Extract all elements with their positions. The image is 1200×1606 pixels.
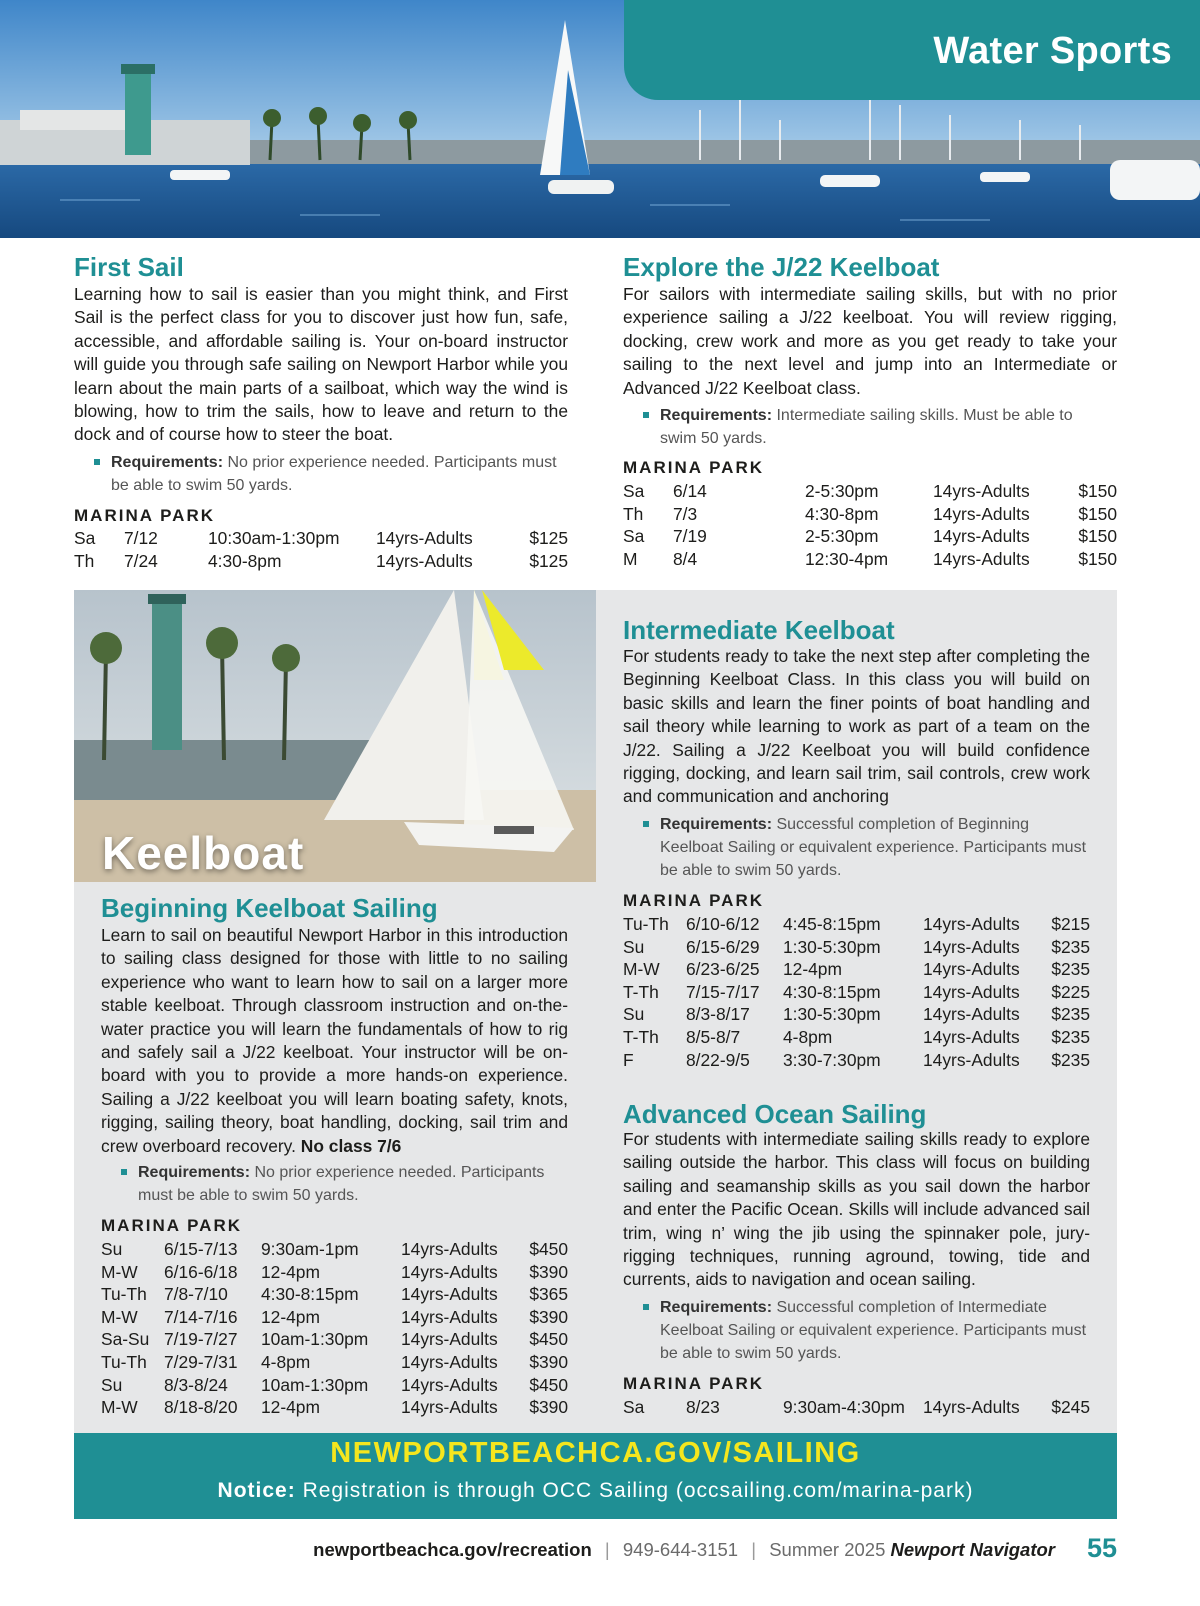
schedule-date: 8/3-8/17 [686,1004,750,1025]
schedule-price: $150 [1078,503,1117,524]
bullet-icon [643,821,649,827]
schedule-day: M-W [101,1306,138,1327]
schedule-time: 4-8pm [261,1351,311,1372]
schedule-age: 14yrs-Adults [401,1239,498,1259]
schedule-price: $150 [1078,526,1117,547]
schedule-age: 14yrs-Adults [923,1004,1020,1025]
schedule-row [101,1238,568,1261]
schedule-age: 14yrs-Adults [401,1397,498,1418]
schedule-day: Su [623,936,645,957]
schedule-price: $215 [1051,914,1090,934]
schedule-day: Sa [623,481,645,501]
requirements-label: Requirements: [660,816,773,833]
requirements-label: Requirements: [660,407,773,424]
schedule-day: M-W [623,959,660,980]
bullet-icon [643,1304,649,1310]
first-sail-title: First Sail [74,252,184,282]
schedule-date: 7/8-7/10 [164,1284,228,1305]
schedule-row [101,1283,568,1306]
schedule-date: 8/4 [673,548,698,569]
requirements-label: Requirements: [138,1164,251,1181]
schedule-day: Su [101,1374,123,1395]
schedule-price: $235 [1051,1049,1090,1070]
schedule-day: F [623,1049,634,1070]
schedule-date: 6/10-6/12 [686,914,760,934]
schedule-price: $365 [529,1284,568,1305]
footer-phone: 949-644-3151 [622,1539,739,1560]
schedule-day: M-W [101,1261,138,1282]
schedule-day: Th [74,550,95,571]
beginning-description-text: Learn to sail on beautiful Newport Harbor in this introduction to sailing class designed for those with little to no sailing experience who want to learn how to sail on a larger more stable keelboat. Through classroom instruction and on-the-water practice you will learn the fundamentals of how to rig and safely sail a J/22 keelboat. Your instructor will be on-board with you to provide a more hands-on experience. Sailing a J/22 keelboat you will learn boating safety, knots, rigging, sailing theory, boat handling, docking, sail trim and crew overboard recovery. [101,925,568,1156]
schedule-date: 6/16-6/18 [164,1261,238,1282]
schedule-day: Sa [623,1397,645,1417]
schedule-time: 12-4pm [261,1397,320,1418]
schedule-price: $235 [1051,936,1090,957]
schedule-age: 14yrs-Adults [923,1026,1020,1047]
intermediate-schedule [623,913,1090,1071]
beginning-description [101,924,568,1158]
no-class-note: No class 7/6 [300,1135,402,1156]
schedule-time: 9:30am-1pm [261,1239,359,1259]
notice-label: Notice: [217,1479,296,1502]
schedule-price: $225 [1051,981,1090,1002]
schedule-age: 14yrs-Adults [923,981,1020,1002]
schedule-row [623,1049,1090,1072]
beginning-title: Beginning Keelboat Sailing [101,893,438,923]
schedule-time: 4:30-8:15pm [783,981,881,1002]
schedule-date: 7/19-7/27 [164,1329,238,1350]
schedule-row [623,525,1117,548]
schedule-price: $235 [1051,1004,1090,1025]
schedule-date: 7/19 [673,526,707,547]
schedule-row [74,550,568,573]
intermediate-requirements [660,813,1090,882]
schedule-row [623,1396,1090,1419]
schedule-price: $390 [529,1306,568,1327]
schedule-row [623,981,1090,1004]
schedule-age: 14yrs-Adults [933,526,1030,547]
schedule-time: 4:45-8:15pm [783,914,881,934]
schedule-time: 10am-1:30pm [261,1329,369,1350]
schedule-day: Sa-Su [101,1329,150,1350]
schedule-row [623,1026,1090,1049]
j22-schedule [623,480,1117,570]
schedule-time: 10:30am-1:30pm [208,528,340,548]
schedule-price: $125 [529,550,568,571]
schedule-date: 7/29-7/31 [164,1351,238,1372]
schedule-time: 12:30-4pm [805,548,889,569]
schedule-time: 4:30-8:15pm [261,1284,359,1305]
schedule-time: 4-8pm [783,1026,833,1047]
schedule-day: Sa [623,526,645,547]
schedule-day: Tu-Th [101,1351,147,1372]
j22-requirements [660,404,1110,450]
schedule-date: 7/3 [673,503,698,524]
advanced-requirements [660,1296,1090,1365]
schedule-date: 6/23-6/25 [686,959,760,980]
schedule-date: 8/18-8/20 [164,1397,238,1418]
intermediate-title: Intermediate Keelboat [623,615,895,645]
notice-text: Registration is through OCC Sailing (occsailing.com/marina-park) [302,1479,974,1502]
schedule-age: 14yrs-Adults [401,1306,498,1327]
schedule-day: Su [101,1239,123,1259]
j22-description: For sailors with intermediate sailing skills, but with no prior experience sailing a J/22 keelboat. You will review rigging, docking, crew work and more as you get ready to take your sailing to the next level and jump into an Intermediate or Advanced J/22 Keelboat class. [623,284,1117,398]
intermediate-venue: MARINA PARK [623,891,764,910]
schedule-row [623,958,1090,981]
footer-separator: | [604,1539,610,1560]
schedule-age: 14yrs-Adults [401,1261,498,1282]
schedule-day: Tu-Th [101,1284,147,1305]
schedule-day: Th [623,503,644,524]
advanced-description: For students with intermediate sailing skills ready to explore sailing outside the harbor. This class will focus on building sailing and seamanship skills as you sail down the harbor and enter the Pacific Ocean. Skills will include advanced sail trim, wing n’ wing the jib using the spinnaker pole, jury-rigging techniques, running aground, towing, tide and currents, aids to navigation and ocean sailing. [623,1129,1090,1290]
keelboat-photo [74,590,596,882]
schedule-row [623,1003,1090,1026]
schedule-date: 6/15-6/29 [686,936,760,957]
page-footer [0,1531,1200,1571]
bullet-icon [94,459,100,465]
schedule-age: 14yrs-Adults [923,959,1020,980]
schedule-day: Tu-Th [623,914,669,934]
schedule-price: $150 [1078,481,1117,501]
advanced-title: Advanced Ocean Sailing [623,1099,927,1129]
schedule-age: 14yrs-Adults [923,936,1020,957]
requirements-text: No prior experience needed. Participants must be able to swim 50 yards. [111,454,557,494]
schedule-price: $150 [1078,548,1117,569]
schedule-date: 7/24 [124,550,158,571]
schedule-age: 14yrs-Adults [923,1049,1020,1070]
schedule-price: $245 [1051,1397,1090,1417]
schedule-day: M [623,548,638,569]
schedule-row [623,480,1117,503]
schedule-date: 8/22-9/5 [686,1049,750,1070]
requirements-text: No prior experience needed. Participants must be able to swim 50 yards. [138,1164,545,1204]
schedule-row [623,936,1090,959]
schedule-price: $450 [529,1239,568,1259]
schedule-age: 14yrs-Adults [401,1329,498,1350]
schedule-time: 1:30-5:30pm [783,1004,881,1025]
schedule-time: 2-5:30pm [805,481,879,501]
schedule-day: M-W [101,1397,138,1418]
schedule-age: 14yrs-Adults [376,550,473,571]
schedule-date: 8/3-8/24 [164,1374,228,1395]
schedule-row [623,503,1117,526]
schedule-row [101,1306,568,1329]
requirements-label: Requirements: [660,1299,773,1316]
registration-band [74,1433,1117,1519]
schedule-row [101,1328,568,1351]
schedule-date: 6/15-7/13 [164,1239,238,1259]
bullet-icon [121,1169,127,1175]
first-sail-description: Learning how to sail is easier than you might think, and First Sail is the perfect class for you to discover just how fun, safe, accessible, and affordable sailing is. Your on-board instructor will guide you through safe sailing on Newport Harbor while you learn about the main parts of a sailboat, which way the wind is blowing, how to trim the sails, how to leave and return to the dock and of course how to steer the boat. [74,284,568,445]
schedule-time: 10am-1:30pm [261,1374,369,1395]
schedule-time: 12-4pm [783,959,842,980]
first-sail-venue: MARINA PARK [74,506,215,525]
schedule-age: 14yrs-Adults [923,1397,1020,1417]
schedule-price: $450 [529,1374,568,1395]
schedule-time: 4:30-8pm [208,550,282,571]
schedule-price: $390 [529,1351,568,1372]
schedule-time: 12-4pm [261,1306,320,1327]
requirements-label: Requirements: [111,454,224,471]
schedule-row [101,1396,568,1419]
sailing-url-link[interactable]: NEWPORTBEACHCA.GOV/SAILING [330,1437,861,1469]
beginning-requirements [138,1161,568,1207]
schedule-price: $390 [529,1397,568,1418]
schedule-day: T-Th [623,1026,659,1047]
schedule-day: Sa [74,528,96,548]
schedule-time: 9:30am-4:30pm [783,1397,905,1417]
schedule-price: $235 [1051,1026,1090,1047]
schedule-row [74,527,568,550]
registration-notice [74,1479,1117,1503]
intermediate-description: For students ready to take the next step after completing the Beginning Keelboat Class. In this class you will build on basic skills and learn the finer points of boat handling and sail theory while learning to work as part of a team on the J/22. Sailing a J/22 Keelboat you will build confidence rigging, docking, and learn sail trim, sail controls, crew work and communication and anchoring [623,646,1090,807]
first-sail-requirements [111,451,561,497]
photo-label: Keelboat [102,827,305,879]
footer-site-link[interactable]: newportbeachca.gov/recreation [313,1539,592,1560]
schedule-row [101,1261,568,1284]
first-sail-schedule [74,527,568,572]
schedule-price: $125 [529,528,568,548]
footer-separator: | [751,1539,757,1560]
schedule-date: 6/14 [673,481,707,501]
schedule-row [623,913,1090,936]
schedule-day: Su [623,1004,645,1025]
page-number: 55 [1086,1533,1117,1563]
schedule-date: 7/12 [124,528,158,548]
j22-venue: MARINA PARK [623,458,764,477]
schedule-age: 14yrs-Adults [376,528,473,548]
advanced-venue: MARINA PARK [623,1374,764,1393]
schedule-age: 14yrs-Adults [401,1351,498,1372]
page-title: Water Sports [933,30,1172,72]
schedule-date: 8/5-8/7 [686,1026,741,1047]
requirements-text: Successful completion of Beginning Keelboat Sailing or equivalent experience. Participants must be able to swim 50 yards. [660,816,1087,879]
schedule-age: 14yrs-Adults [933,548,1030,569]
footer-publication: Newport Navigator [890,1539,1055,1560]
schedule-time: 3:30-7:30pm [783,1049,881,1070]
schedule-time: 12-4pm [261,1261,320,1282]
schedule-age: 14yrs-Adults [933,481,1030,501]
j22-title: Explore the J/22 Keelboat [623,252,940,282]
schedule-time: 4:30-8pm [805,503,879,524]
schedule-date: 7/14-7/16 [164,1306,238,1327]
schedule-price: $390 [529,1261,568,1282]
advanced-schedule [623,1396,1090,1419]
beginning-schedule [101,1238,568,1419]
schedule-time: 2-5:30pm [805,526,879,547]
schedule-date: 8/23 [686,1397,720,1417]
schedule-day: T-Th [623,981,659,1002]
schedule-age: 14yrs-Adults [933,503,1030,524]
schedule-row [101,1374,568,1397]
footer-line [313,1539,1055,1561]
schedule-row [101,1351,568,1374]
schedule-row [623,548,1117,571]
beginning-venue: MARINA PARK [101,1216,242,1235]
schedule-time: 1:30-5:30pm [783,936,881,957]
schedule-price: $235 [1051,959,1090,980]
schedule-age: 14yrs-Adults [401,1284,498,1305]
footer-season: Summer 2025 [769,1539,886,1560]
requirements-text: Successful completion of Intermediate Keelboat Sailing or equivalent experience. Participants must be able to swim 50 yards. [660,1299,1087,1362]
bullet-icon [643,412,649,418]
schedule-price: $450 [529,1329,568,1350]
requirements-text: Intermediate sailing skills. Must be able to swim 50 yards. [660,407,1073,447]
schedule-age: 14yrs-Adults [923,914,1020,934]
schedule-age: 14yrs-Adults [401,1374,498,1395]
schedule-date: 7/15-7/17 [686,981,760,1002]
